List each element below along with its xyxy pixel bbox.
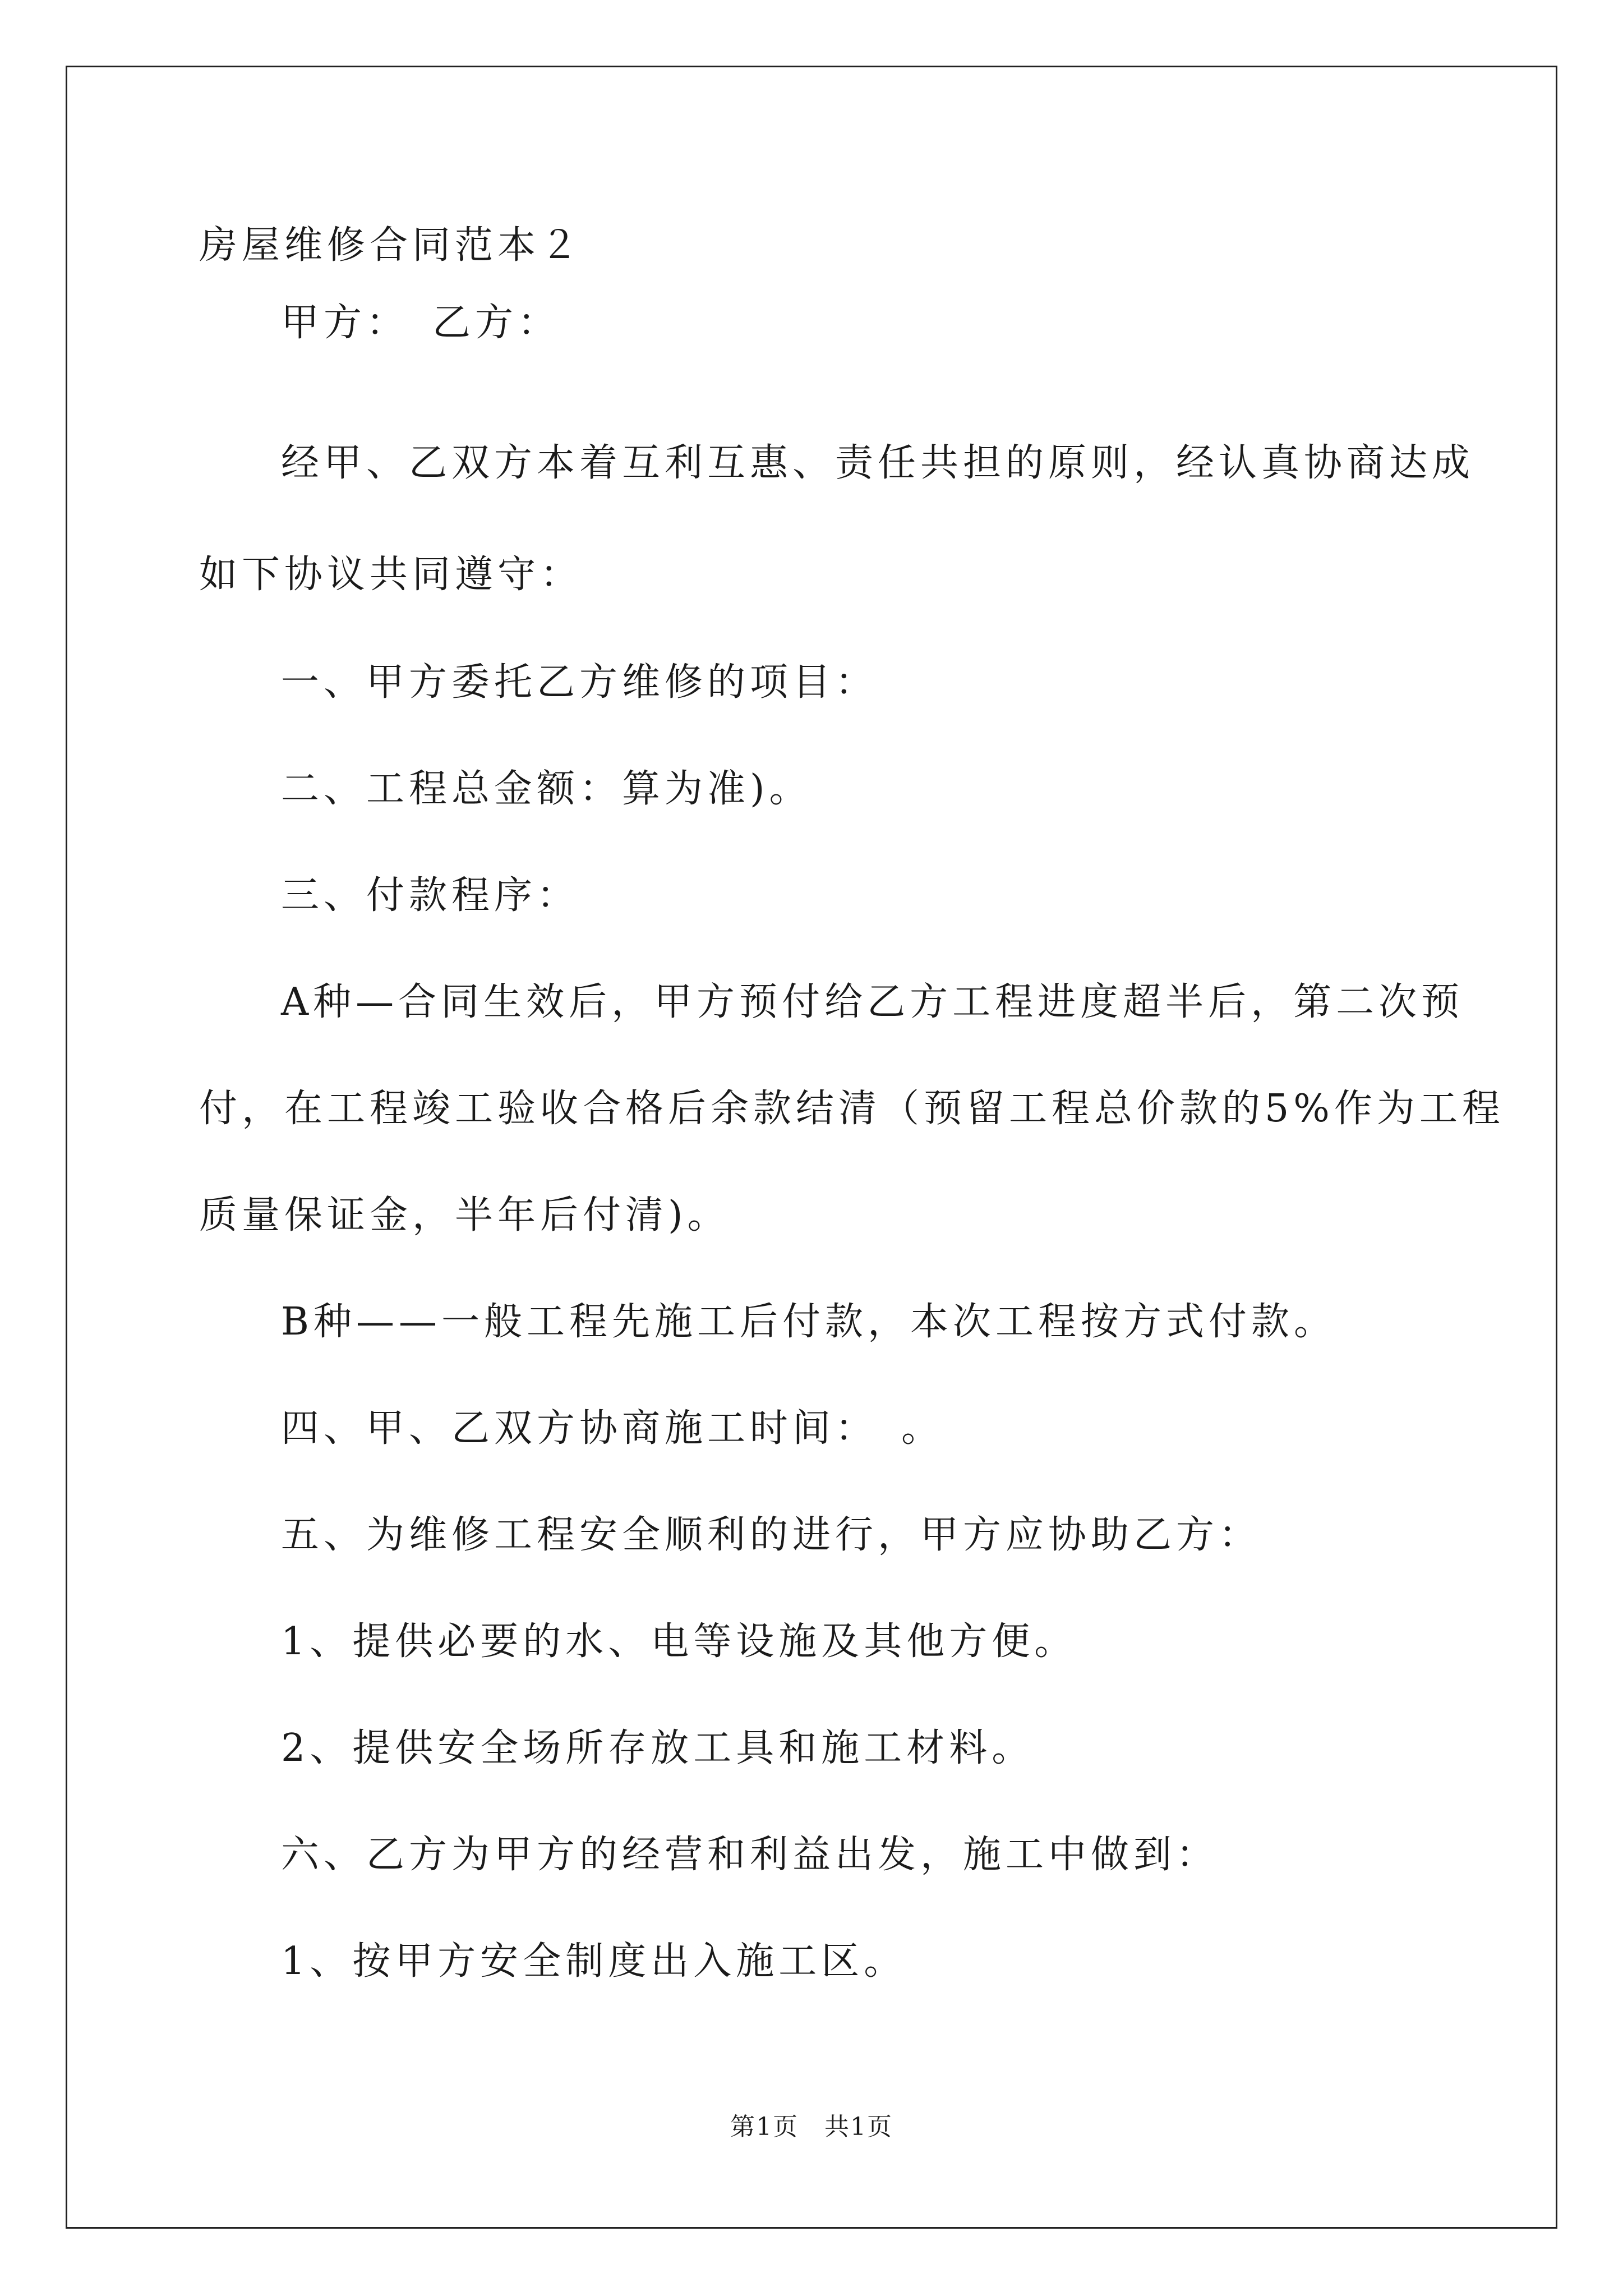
list-item: 2、提供安全场所存放工具和施工材料。 — [281, 1726, 1035, 1770]
paragraph-line: A种—合同生效后，甲方预付给乙方工程进度超半后，第二次预 — [281, 980, 1464, 1024]
clause-heading: 一、甲方委托乙方维修的项目： — [281, 660, 878, 705]
document-title: 房屋维修合同范本２ — [199, 223, 583, 268]
clause-heading: 三、付款程序： — [281, 873, 580, 918]
paragraph-line: 经甲、乙双方本着互利互惠、责任共担的原则，经认真协商达成 — [281, 441, 1475, 485]
paragraph-line: 如下协议共同遵守： — [199, 553, 583, 597]
page-border — [66, 66, 1557, 2229]
clause-heading: 五、为维修工程安全顺利的进行，甲方应协助乙方： — [281, 1513, 1262, 1557]
parties-line: 甲方： 乙方： — [281, 301, 561, 345]
clause-heading: 六、乙方为甲方的经营和利益出发，施工中做到： — [281, 1833, 1219, 1877]
paragraph-line: 付，在工程竣工验收合格后余款结清（预留工程总价款的5%作为工程 — [199, 1087, 1505, 1131]
clause-heading: 四、甲、乙双方协商施工时间： 。 — [281, 1406, 944, 1451]
list-item: 1、按甲方安全制度出入施工区。 — [281, 1939, 907, 1984]
paragraph-line: B种——一般工程先施工后付款，本次工程按方式付款。 — [281, 1300, 1336, 1344]
page-footer: 第1页 共1页 — [730, 2113, 893, 2141]
paragraph-line: 质量保证金，半年后付清)。 — [199, 1193, 730, 1237]
clause-heading: 二、工程总金额：算为准)。 — [281, 767, 812, 811]
list-item: 1、提供必要的水、电等设施及其他方便。 — [281, 1619, 1077, 1664]
